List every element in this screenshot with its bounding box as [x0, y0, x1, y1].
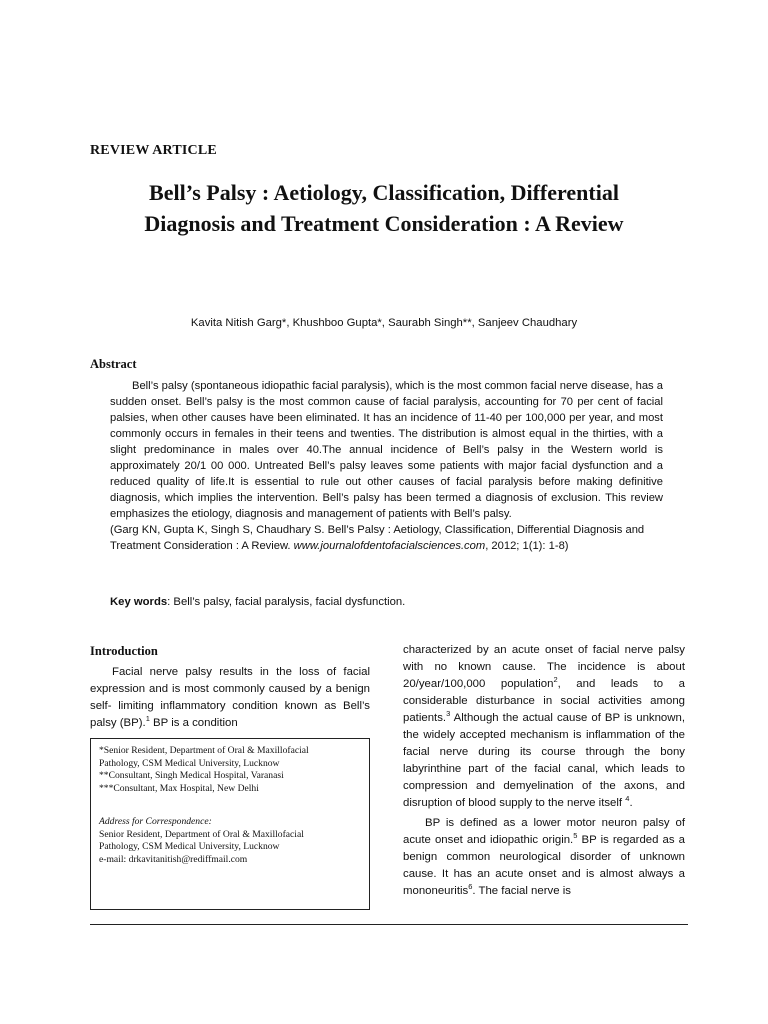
- reference-marker: 2: [553, 675, 558, 685]
- introduction-heading: Introduction: [90, 644, 158, 658]
- body-text: .: [629, 797, 633, 809]
- body-text: BP is regarded as a benign common neurological disorder of unknown cause. It has an acute onset and is almost always a mononeuritis: [403, 834, 686, 897]
- body-text: Although the actual cause of BP is unknown, the widely accepted mechanism is inflammation of the facial nerve during its course through the bony labyrinthine part of the facial canal, which leads to compression and demyelination of the axons, and disruption of blood supply to the nerve itself: [403, 712, 685, 809]
- keywords-text: : Bell’s palsy, facial paralysis, facial dysfunction.: [167, 596, 406, 608]
- journal-website: www.journalofdentofacialsciences.com: [293, 540, 486, 552]
- correspondence-line: Senior Resident, Department of Oral & Maxillofacial: [99, 828, 304, 840]
- title-line-2: Diagnosis and Treatment Consideration : A Review: [144, 211, 624, 236]
- body-text: characterized by an acute onset of facial nerve palsy with no known cause. The incidence is about 20/year/100,000 population: [403, 644, 685, 690]
- reference-marker: 6: [468, 882, 473, 892]
- section-label: REVIEW ARTICLE: [90, 143, 217, 158]
- keywords: [110, 596, 663, 608]
- abstract-body: Bell’s palsy (spontaneous idiopathic facial paralysis), which is the most common facial nerve disease, has a sudden onset. Bell’s palsy is the most common cause of facial paralysis, accounting for 70 per cent of facial palsies, when other causes have been eliminated. It has an incidence of 11-40 per 100,000 per year, and most commonly occurs in females in their teens and twenties. The distribution is almost equal in the thirties, with a slight predominance in males over 40.The annual incidence of Bell’s palsy in the Western world is approximately 20/1 00 000. Untreated Bell’s palsy leaves some patients with major facial dysfunction and a reduced quality of life.It is essential to rule out other causes of facial paralysis before making definitive diagnosis, which implies the intervention. Bell’s palsy has been termed a diagnosis of exclusion. This review emphasizes the etiology, diagnosis and management of patients with Bell’s palsy.: [110, 380, 663, 520]
- intro-text: Facial nerve palsy results in the loss of facial expression and is most commonly caused by a benign self- limiting inflammatory condition known as Bell’s palsy (BP).: [90, 666, 370, 729]
- citation-volume: , 2012; 1(1): 1-8): [485, 540, 569, 552]
- correspondence-label: Address for Correspondence:: [99, 816, 212, 827]
- abstract-heading: Abstract: [90, 357, 137, 371]
- correspondence-line: Pathology, CSM Medical University, Lucknow: [99, 841, 280, 852]
- intro-paragraph-1: [90, 664, 370, 732]
- affiliation-line: ***Consultant, Max Hospital, New Delhi: [99, 782, 259, 794]
- affiliation-line: Pathology, CSM Medical University, Lucknow: [99, 757, 280, 769]
- affiliation-box: [90, 738, 370, 910]
- keywords-label: Key words: [110, 596, 168, 608]
- intro-paragraph-2: [403, 815, 685, 900]
- author-list: Kavita Nitish Garg*, Khushboo Gupta*, Saurabh Singh**, Sanjeev Chaudhary: [190, 317, 578, 329]
- article-title: [70, 177, 698, 239]
- introduction-right-column: [403, 642, 685, 900]
- reference-marker: 5: [573, 831, 578, 841]
- correspondence-email: e-mail: drkavitanitish@rediffmail.com: [99, 853, 248, 865]
- citation-text: (Garg KN, Gupta K, Singh S, Chaudhary S. Bell’s Palsy : Aetiology, Classification, Differential Diagnosis and Treatment Consideration : A Review.: [110, 524, 645, 552]
- reference-marker: 4: [625, 794, 630, 804]
- body-text: , and leads to a considerable disturbance in social activities among patients.: [403, 678, 685, 724]
- reference-marker: 1: [145, 714, 150, 724]
- introduction-left-column: [90, 664, 370, 732]
- abstract-block: [110, 378, 663, 554]
- body-text: BP is defined as a lower motor neuron palsy of acute onset and idiopathic origin.: [403, 817, 685, 846]
- affiliation-line: **Consultant, Singh Medical Hospital, Varanasi: [99, 770, 284, 781]
- title-line-1: Bell’s Palsy : Aetiology, Classification, Differential: [149, 180, 619, 205]
- intro-text-end: BP is a condition: [149, 717, 238, 729]
- footer-rule: [90, 924, 688, 925]
- citation: [110, 522, 663, 554]
- body-text: . The facial nerve is: [472, 885, 571, 897]
- affiliation-line: *Senior Resident, Department of Oral & Maxillofacial: [99, 745, 309, 756]
- intro-paragraph-continued: [403, 642, 685, 812]
- reference-marker: 3: [446, 709, 451, 719]
